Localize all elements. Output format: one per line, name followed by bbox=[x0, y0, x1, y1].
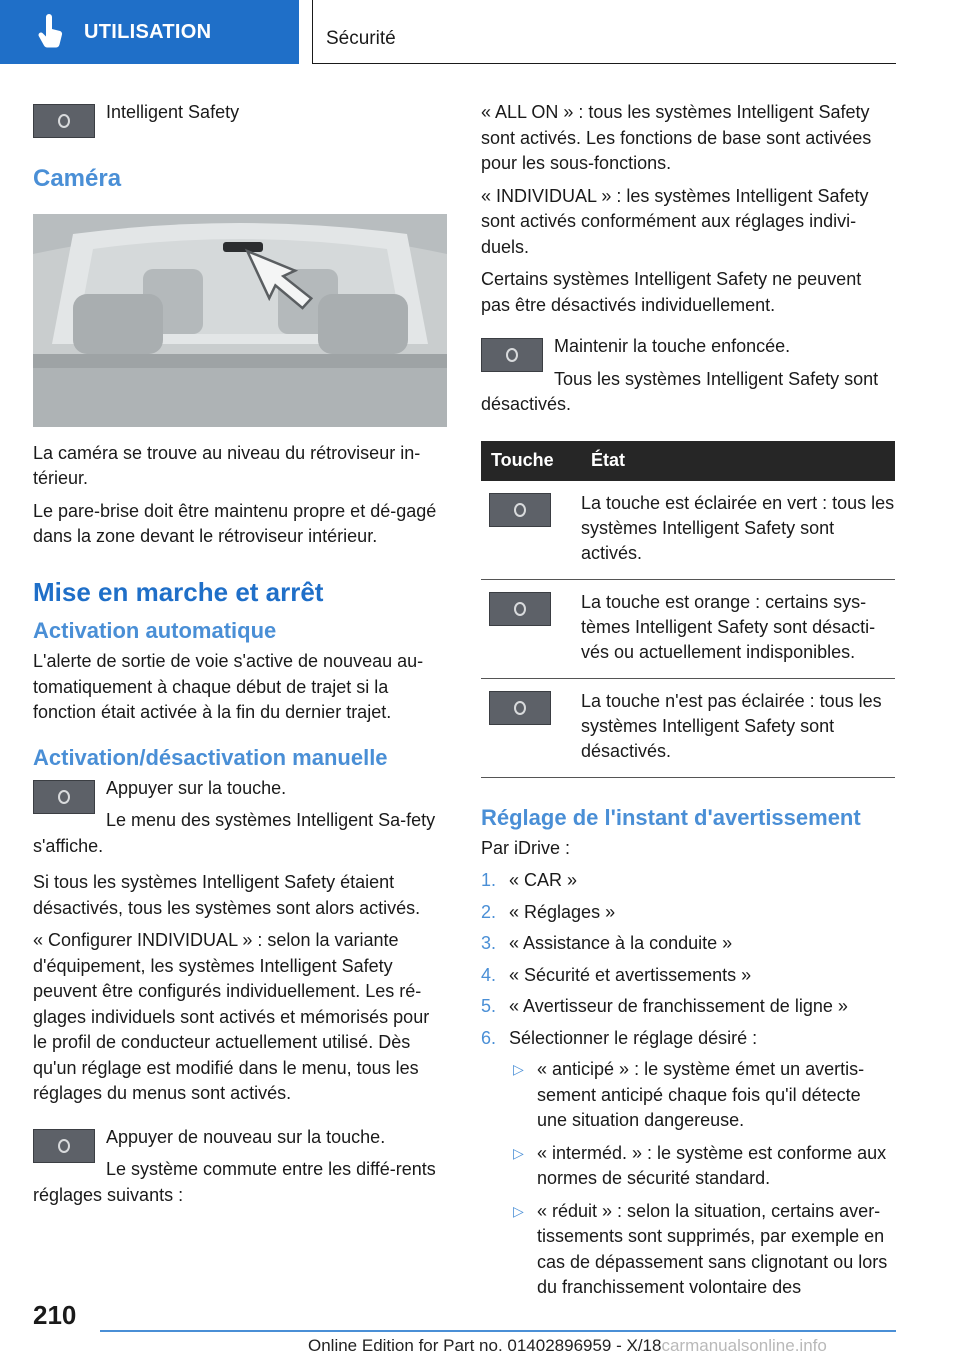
cannot-disable-text: Certains systèmes Intelligent Safety ne peuvent pas être désactivés individuellement. bbox=[481, 269, 862, 315]
state-text: La touche n'est pas éclairée : tous les systèmes Intelligent Safety sont désactivés. bbox=[581, 678, 895, 777]
camera-heading: Caméra bbox=[33, 165, 122, 192]
manual-p2: Si tous les systèmes Intelligent Safety étaient désactivés, tous les systèmes sont alors activés. bbox=[33, 872, 421, 918]
list-item: 1. « CAR » bbox=[481, 870, 578, 890]
intro-label: Intelligent Safety bbox=[106, 102, 240, 122]
table-row bbox=[481, 678, 895, 777]
safety-button-icon bbox=[33, 104, 95, 138]
manual-step-1 bbox=[33, 776, 447, 867]
watermark: carmanualsonline.info bbox=[661, 1336, 827, 1355]
header-divider bbox=[312, 0, 313, 64]
col-header-state: État bbox=[581, 441, 895, 481]
manual-step2-text: Le système commute entre les diffé-rents réglages suivants : bbox=[33, 1159, 436, 1205]
hold-step bbox=[481, 334, 895, 425]
header-rule bbox=[312, 63, 896, 64]
intro-row bbox=[33, 100, 447, 144]
footer-edition: Online Edition for Part no. 01402896959 - X/18carmanualsonline.info bbox=[308, 1336, 827, 1355]
auto-text: L'alerte de sortie de voie s'active de nouveau au-tomatiquement à chaque début de trajet si la fonction était activée à la fin du dernier trajet. bbox=[33, 651, 424, 722]
page-number: 210 bbox=[33, 1300, 77, 1330]
safety-button-icon bbox=[489, 592, 551, 626]
safety-button-icon bbox=[489, 691, 551, 725]
safety-button-icon bbox=[33, 1129, 95, 1163]
list-item: 4. « Sécurité et avertissements » bbox=[481, 964, 752, 985]
main-heading: Mise en marche et arrêt bbox=[33, 576, 324, 607]
table-row bbox=[481, 481, 895, 580]
list-item: 6. Sélectionner le réglage désiré : bbox=[481, 1027, 758, 1048]
page-title: Sécurité bbox=[326, 28, 396, 49]
list-item: 2. « Réglages » bbox=[481, 901, 616, 922]
safety-button-icon bbox=[489, 493, 551, 527]
manual-step1: Appuyer sur la touche. bbox=[106, 777, 287, 798]
camera-photo bbox=[33, 214, 447, 427]
settings-steps bbox=[481, 868, 895, 1051]
state-table bbox=[481, 441, 895, 778]
list-item: 3. « Assistance à la conduite » bbox=[481, 933, 733, 953]
option-item: ▷ « réduit » : selon la situation, certains aver-tissements sont supprimés, par exemple en cas de dépassement sans clignotant ou lors du franchissement volontaire des bbox=[509, 1199, 895, 1301]
auto-heading: Activation automatique bbox=[33, 618, 277, 643]
safety-button-icon bbox=[33, 780, 95, 814]
hand-pointer-icon bbox=[36, 14, 66, 50]
state-text: La touche est éclairée en vert : tous les systèmes Intelligent Safety sont activés. bbox=[581, 481, 895, 580]
manual-step2: Appuyer de nouveau sur la touche. bbox=[106, 1126, 386, 1147]
manual-step-2 bbox=[33, 1125, 447, 1216]
footer-rule bbox=[100, 1330, 896, 1332]
hold-step-label: Maintenir la touche enfoncée. bbox=[554, 336, 791, 356]
settings-intro: Par iDrive : bbox=[481, 837, 571, 858]
manual-p3: « Configurer INDIVIDUAL » : selon la variante d'équipement, les systèmes Intelligent Safety peuvent être configurés individuellement. Les ré-glages individuels sont activés et mémorisés pour le profil de conducteur actuellement utilisé. Dès qu'un réglage est modifié dans le menu, tous les réglages du menus sont activés. bbox=[33, 930, 430, 1103]
settings-heading: Réglage de l'instant d'avertissement bbox=[481, 804, 861, 830]
camera-text-2: Le pare-brise doit être maintenu propre et dé-gagé dans la zone devant le rétroviseur intérieur. bbox=[33, 500, 437, 546]
right-column bbox=[481, 100, 895, 1308]
settings-options bbox=[509, 1057, 895, 1301]
section-label: UTILISATION bbox=[84, 20, 212, 43]
camera-text-1: La caméra se trouve au niveau du rétroviseur in-térieur. bbox=[33, 442, 421, 488]
manual-step1-text: Le menu des systèmes Intelligent Sa-fety s'affiche. bbox=[33, 810, 436, 856]
section-tab bbox=[0, 0, 299, 64]
table-row bbox=[481, 579, 895, 678]
all-on-text: « ALL ON » : tous les systèmes Intelligent Safety sont activés. Les fonctions de base sont activées pour les sous-fonctions. bbox=[481, 102, 872, 173]
safety-button-icon bbox=[481, 338, 543, 372]
individual-text: « INDIVIDUAL » : les systèmes Intelligent Safety sont activés conformément aux réglages indivi-duels. bbox=[481, 185, 869, 257]
option-item: ▷ « anticipé » : le système émet un avertis-sement anticipé chaque fois qu'il détecte une situation dangereuse. bbox=[509, 1057, 895, 1134]
option-item: ▷ « interméd. » : le système est conforme aux normes de sécurité standard. bbox=[509, 1141, 895, 1192]
manual-heading: Activation/désactivation manuelle bbox=[33, 744, 388, 770]
state-text: La touche est orange : certains sys-tèmes Intelligent Safety sont désacti-vés ou actuellement indisponibles. bbox=[581, 579, 895, 678]
list-item: 5. « Avertisseur de franchissement de ligne » bbox=[481, 996, 848, 1016]
hold-step-text: Tous les systèmes Intelligent Safety sont désactivés. bbox=[481, 368, 879, 414]
left-column bbox=[33, 100, 447, 1219]
col-header-key: Touche bbox=[481, 441, 581, 481]
